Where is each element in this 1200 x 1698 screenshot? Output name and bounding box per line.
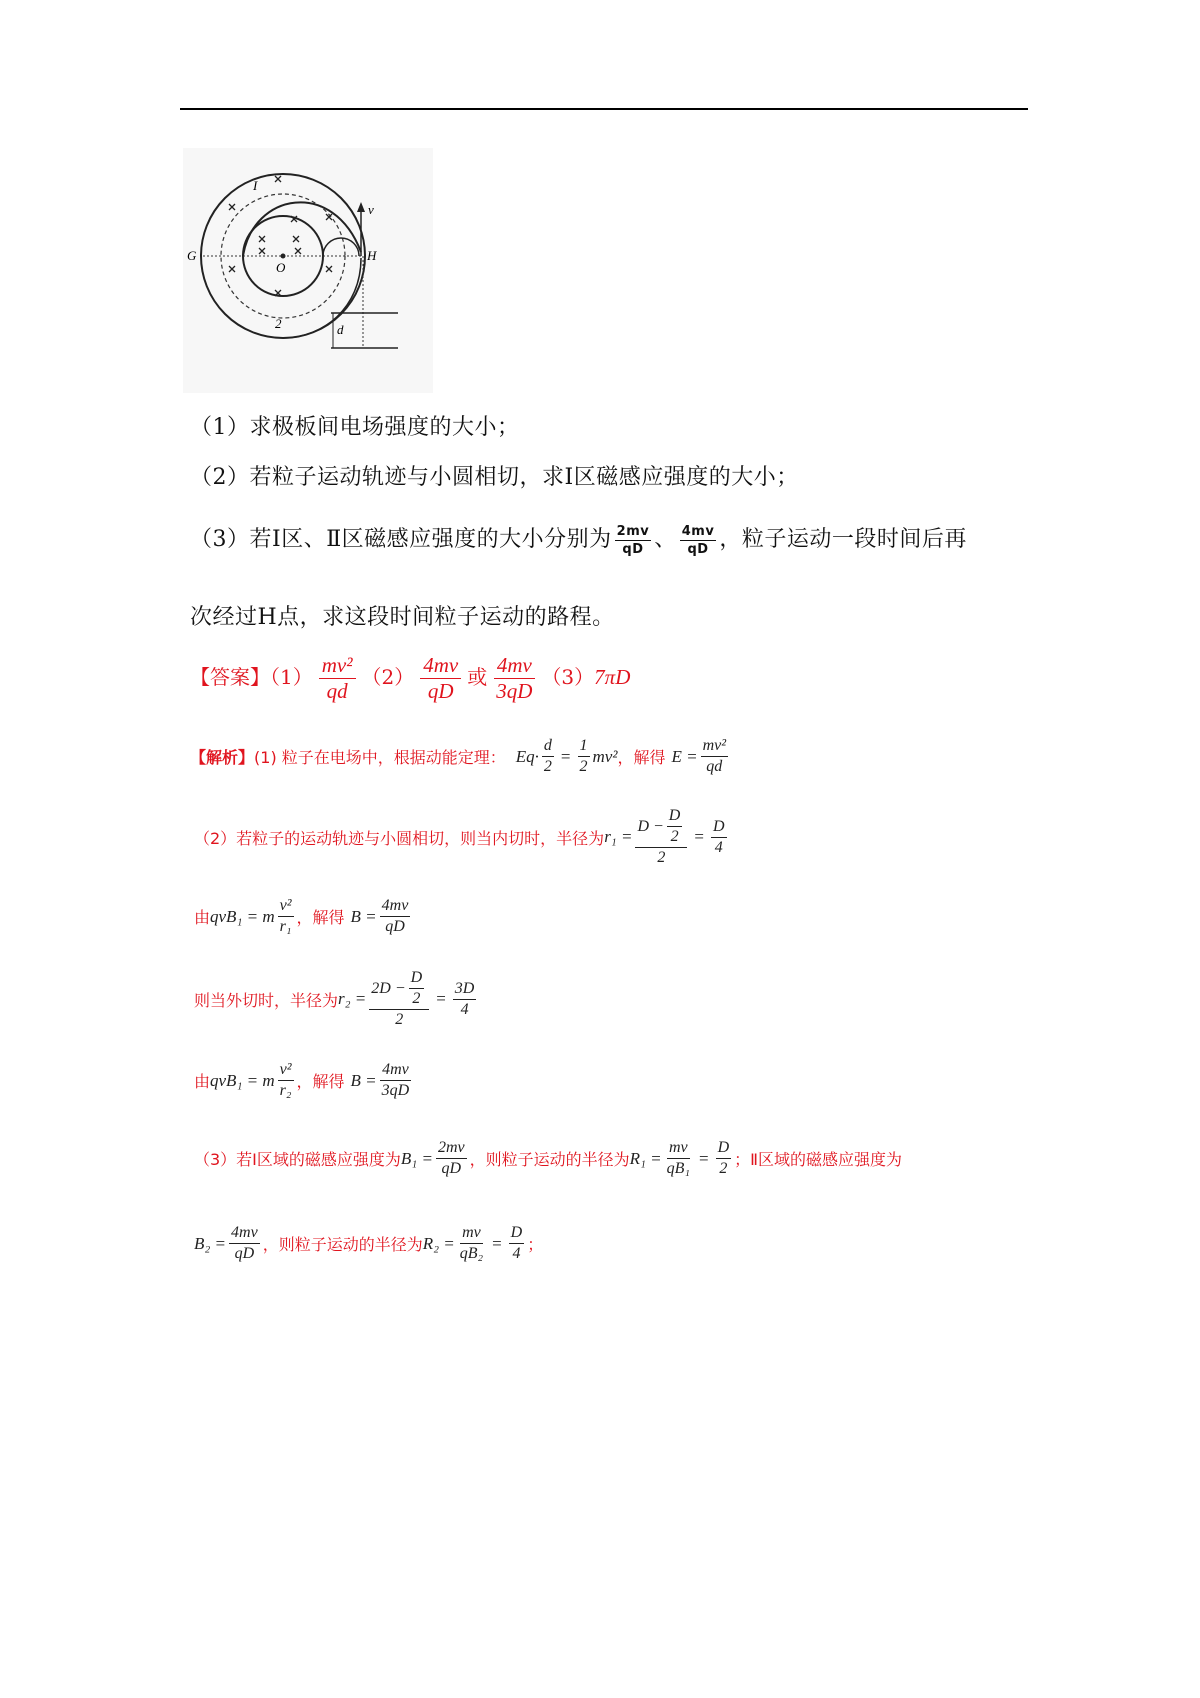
analysis-l6-text3: ；Ⅱ区域的磁感应强度为 [734,1150,903,1169]
question-3-line2: 次经过H点，求这段时间粒子运动的路程。 [190,605,615,630]
l4-nested-frac [409,970,425,1007]
q3-f1-num: 2mv [616,523,650,539]
analysis-l5-eq-b: B = [350,1070,377,1090]
a2b-num: 4mv [494,655,535,679]
analysis-l4-frac-2 [453,981,477,1018]
analysis-l1-text: (1) 粒子在电场中，根据动能定理： [254,748,506,767]
l5-f2-den: 3qD [381,1082,410,1099]
analysis-l3-text2: ，解得 [296,908,345,927]
analysis-l1-frac-2 [578,738,590,775]
l1-f3-den: qd [706,758,723,775]
analysis-l2-text: （2）若粒子的运动轨迹与小圆相切，则当内切时，半径为 [194,828,605,848]
label-velocity-v: v [368,202,374,217]
l4-f2-den: 4 [460,1000,469,1018]
analysis-l2-compound-frac [635,808,687,866]
l6-f1-den: qD [441,1160,462,1177]
l6-f3-num: D [716,1140,732,1159]
a1-num: mv² [319,655,356,679]
q3-f2-den: qD [687,541,709,557]
answer-part2-label: （2） [361,665,415,689]
analysis-label: 【解析】 [190,748,255,767]
analysis-l1-eq-c: mv² [592,746,618,766]
analysis-l5-eq-a: qvB₁ = m [210,1070,275,1090]
analysis-line-4 [194,970,479,1028]
analysis-l7-eq-b: R₂ = [422,1233,455,1253]
analysis-l7-frac-1 [229,1225,260,1262]
l6-f2-den: qB₁ [666,1160,690,1177]
l5-f1-num: v² [278,1062,294,1081]
figure-background [183,148,433,393]
analysis-line-3 [194,898,413,935]
analysis-l4-compound-frac [369,970,429,1028]
answer-1-fraction [319,655,356,702]
l2-num [635,808,687,848]
a1-den: qd [326,679,348,703]
analysis-l5-frac-1 [278,1062,294,1099]
physics-figure [183,148,433,393]
l4-f2-num: 3D [453,981,477,1000]
analysis-l3-eq-a: qvB₁ = m [210,906,275,926]
q3-f1-den: qD [622,541,644,557]
analysis-l6-eq-a: B₁ = [400,1148,433,1168]
l2-nf-num: D [667,808,683,827]
analysis-l1-eq-a: Eq· [515,746,539,766]
l4-nf-den: 2 [412,990,421,1007]
q3-f2-num: 4mv [681,523,715,539]
l1-f1-num: d [542,738,554,757]
analysis-l2-frac-2 [711,819,727,856]
analysis-l4-eq-b: = [436,989,446,1008]
analysis-line-1 [190,738,731,775]
analysis-l5-text2: ，解得 [296,1072,345,1091]
analysis-l1-eq-d: E = [671,746,698,766]
center-dot [281,254,286,259]
a2a-den: qD [427,679,454,703]
l5-f2-num: 4mv [380,1062,411,1081]
l7-f1-num: 4mv [229,1225,260,1244]
label-point-G: G [187,248,197,263]
l3-f1-den: r₁ [279,918,292,935]
l5-f1-den: r₂ [279,1082,292,1099]
l7-f2-num: mv [460,1225,483,1244]
answer-line [190,655,630,702]
analysis-line-6 [194,1140,902,1177]
l6-f3-den: 2 [719,1160,728,1177]
l2-den: 2 [657,849,666,866]
l3-f2-num: 4mv [380,898,411,917]
analysis-l7-text: ，则粒子运动的半径为 [262,1235,423,1254]
q3-suffix: ，粒子运动一段时间后再 [719,527,967,552]
l4-den: 2 [395,1011,404,1028]
q3-fraction-1 [615,525,652,556]
l7-f3-num: D [509,1225,525,1244]
analysis-l6-frac-3 [716,1140,732,1177]
analysis-l3-frac-2 [380,898,411,935]
question-2: （2）若粒子运动轨迹与小圆相切，求Ⅰ区磁感应强度的大小； [190,465,799,490]
analysis-l2-eq-b: = [694,827,704,846]
l2-nf-den: 2 [670,828,679,845]
question-3 [190,522,967,556]
analysis-l6-frac-2 [665,1140,692,1177]
label-region-I: I [253,178,258,193]
l4-num [369,970,429,1010]
analysis-l1-eq-b: = [560,746,571,766]
answer-2a-fraction [420,655,461,702]
l7-f1-den: qD [234,1245,255,1262]
analysis-l6-text: （3）若Ⅰ区域的磁感应强度为 [194,1150,401,1169]
l6-f2-num: mv [667,1140,690,1159]
analysis-l7-frac-3 [509,1225,525,1262]
analysis-l4-text: 则当外切时，半径为 [194,990,339,1010]
a2a-num: 4mv [420,655,461,679]
analysis-l7-eq-c: = [492,1233,502,1253]
analysis-l7-frac-2 [458,1225,485,1262]
analysis-l6-eq-b: R₁ = [629,1148,662,1168]
analysis-l6-text2: ，则粒子运动的半径为 [469,1150,630,1169]
l1-f1-den: 2 [543,758,552,775]
label-gap-d: d [337,322,344,337]
l7-f3-den: 4 [512,1245,521,1262]
analysis-l3-eq-b: B = [350,906,377,926]
answer-3-value: 7πD [594,665,631,689]
analysis-line-7 [194,1225,543,1262]
answer-or: 或 [467,665,488,689]
answer-label: 【答案】 [190,665,270,689]
label-point-H: H [367,248,377,263]
q3-sep: 、 [654,527,677,552]
question-1: （1）求极板间电场强度的大小； [190,415,520,440]
analysis-l7-eq-a: B₂ = [194,1233,227,1253]
analysis-l5-text: 由 [194,1072,211,1091]
analysis-l3-text: 由 [194,908,211,927]
l3-f1-num: v² [278,898,294,917]
analysis-l6-eq-c: = [698,1148,709,1168]
analysis-line-5 [194,1062,414,1099]
analysis-l1-frac-3 [701,738,728,775]
analysis-l2-eq-a: r₁ = [604,827,633,846]
l1-f3-num: mv² [701,738,728,757]
label-region-II: 2 [275,316,282,331]
answer-2b-fraction [493,655,535,702]
l2-f2-den: 4 [714,838,723,856]
a2b-den: 3qD [496,679,533,703]
l7-f2-den: qB₂ [459,1245,484,1262]
analysis-l6-frac-1 [436,1140,467,1177]
l2-f2-num: D [711,819,727,838]
l2-nested-frac [667,808,683,845]
analysis-l1-frac-1 [542,738,554,775]
l1-f2-num: 1 [578,738,590,757]
answer-part1-label: （1） [270,665,313,689]
l2-num-a: D − [637,817,664,835]
l6-f1-num: 2mv [436,1140,467,1159]
analysis-l5-frac-2 [380,1062,412,1099]
header-rule [180,108,1028,110]
q3-fraction-2 [680,525,717,556]
l4-nf-num: D [409,970,425,989]
l3-f2-den: qD [385,918,405,935]
analysis-l7-text2: ； [527,1235,544,1254]
analysis-line-2 [194,808,730,866]
analysis-l3-frac-1 [278,898,294,935]
q3-prefix: （3）若Ⅰ区、Ⅱ区磁感应强度的大小分别为 [190,527,612,552]
answer-part3-label: （3） [541,665,595,689]
l1-f2-den: 2 [579,758,588,775]
analysis-l4-eq-a: r₂ = [338,989,367,1008]
l4-num-a: 2D − [371,979,406,997]
analysis-l1-text2: ，解得 [617,748,666,767]
label-center-O: O [276,260,286,275]
